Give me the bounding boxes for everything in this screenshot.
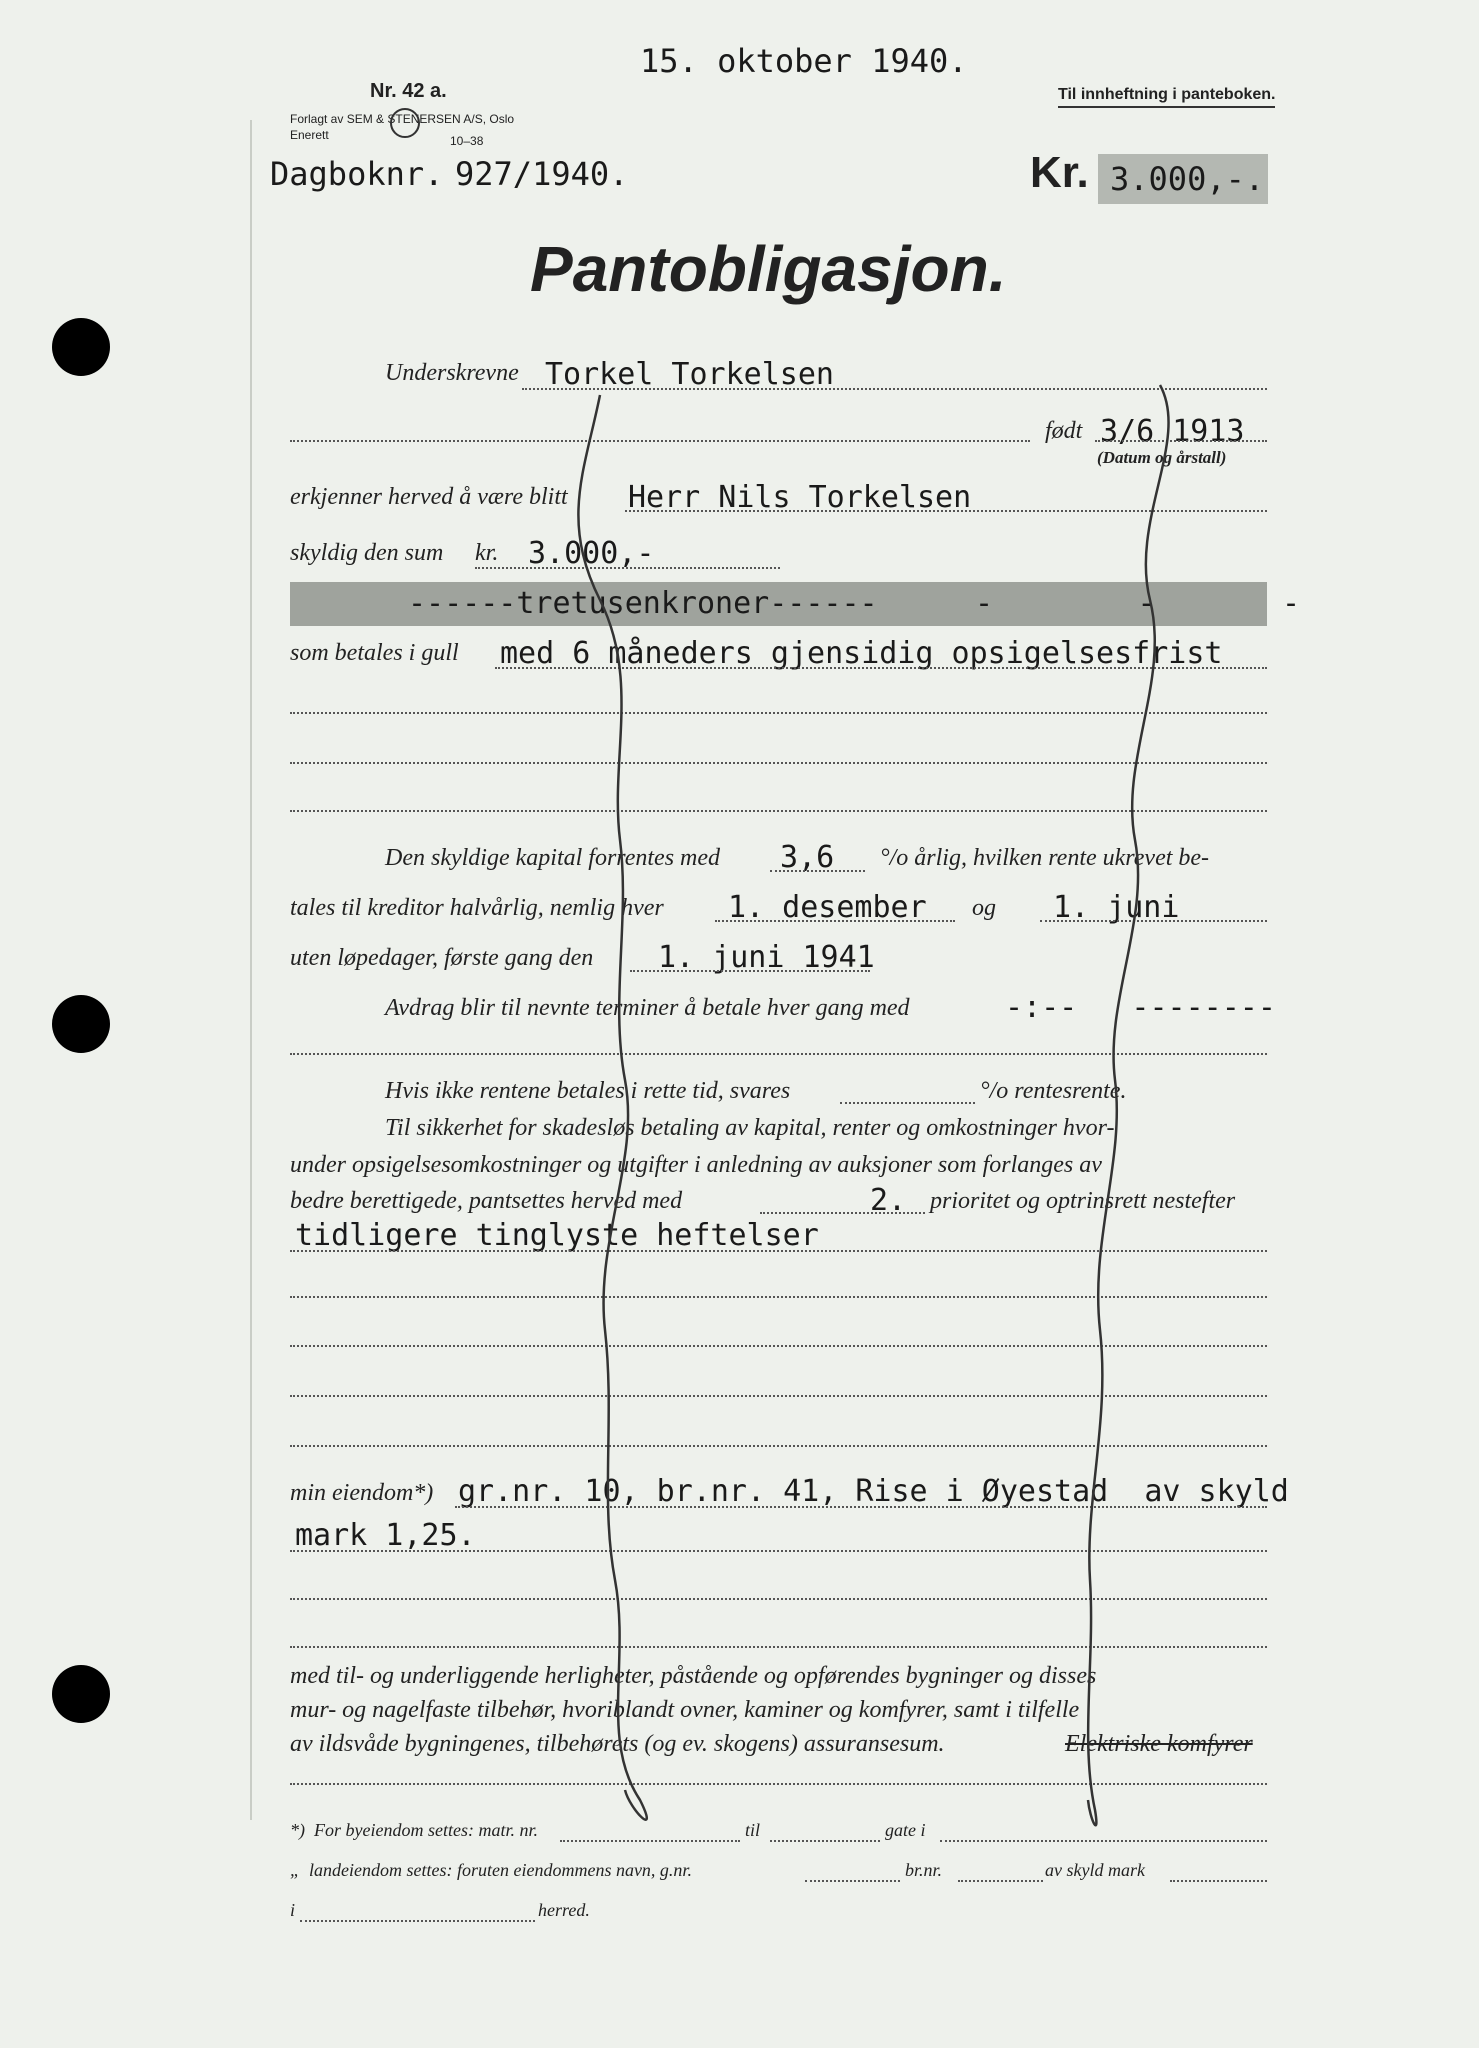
sum-line bbox=[475, 567, 780, 569]
born-line-right bbox=[1095, 440, 1267, 442]
sum-prefix: kr. bbox=[475, 540, 499, 566]
gold-label: som betales i gull bbox=[290, 640, 459, 666]
punch-hole-top bbox=[52, 318, 110, 376]
blank-line-2 bbox=[290, 762, 1267, 764]
footnote-1-line-c bbox=[940, 1840, 1267, 1842]
footnote-1c: gate i bbox=[885, 1820, 926, 1840]
property-line-1 bbox=[455, 1506, 1267, 1508]
security-text-2: under opsigelsesomkostninger og utgifter i anledning av auksjoner som forlanges av bbox=[290, 1152, 1102, 1178]
publisher-line: Forlagt av SEM & STENERSEN A/S, Oslo bbox=[290, 112, 515, 126]
appurtenance-text-2: mur- og nagelfaste tilbehør, hvoriblandt ovner, kaminer og komfyrer, samt i tilfelle bbox=[290, 1697, 1080, 1723]
footnote-3b: herred. bbox=[538, 1900, 590, 1920]
footnote-3a: i bbox=[290, 1900, 296, 1920]
blank-line-3 bbox=[290, 810, 1267, 812]
first-payment-line bbox=[630, 970, 870, 972]
blank-line-1 bbox=[290, 712, 1267, 714]
priority-value: 2. bbox=[870, 1183, 907, 1218]
publisher-code: 10–38 bbox=[450, 134, 484, 148]
payment-date-2: 1. juni bbox=[1053, 890, 1180, 925]
footnote-1-line-a bbox=[560, 1840, 740, 1842]
typed-date: 15. oktober 1940. bbox=[640, 42, 968, 80]
interest-text-1: Den skyldige kapital forrentes med bbox=[385, 845, 721, 871]
interest-rate-line bbox=[770, 870, 865, 872]
blank-line-11 bbox=[290, 1783, 1267, 1785]
blank-line-4 bbox=[290, 1053, 1267, 1055]
footnote-2a: „ landeiendom settes: foruten eiendommens navn, g.nr. bbox=[290, 1860, 692, 1880]
born-label: født bbox=[1045, 418, 1083, 444]
security-text-1: Til sikkerhet for skadesløs betaling av kapital, renter og omkostninger hvor- bbox=[385, 1115, 1115, 1141]
interest-and: og bbox=[972, 895, 996, 921]
publisher-logo-icon bbox=[390, 108, 420, 138]
blank-line-8 bbox=[290, 1445, 1267, 1447]
sum-words: ------tretusenkroner------ bbox=[408, 586, 878, 621]
born-hint: (Datum og årstall) bbox=[1097, 448, 1227, 467]
page-title: Pantobligasjon. bbox=[530, 233, 1007, 305]
property-value-1: gr.nr. 10, br.nr. 41, Rise i Øyestad av skyld bbox=[458, 1474, 1289, 1509]
form-number: Nr. 42 a. bbox=[370, 80, 447, 102]
gold-line bbox=[495, 667, 1267, 669]
gold-value: med 6 måneders gjensidig opsigelsesfrist bbox=[500, 636, 1223, 671]
blank-line-10 bbox=[290, 1646, 1267, 1648]
journal-number: 927/1940. bbox=[455, 155, 629, 193]
binding-note: Til innheftning i panteboken. bbox=[1058, 86, 1275, 108]
footnote-2c: av skyld mark bbox=[1045, 1860, 1145, 1880]
first-payment-value: 1. juni 1941 bbox=[658, 940, 875, 975]
late-interest-line bbox=[840, 1102, 975, 1104]
born-value: 3/6 1913 bbox=[1100, 414, 1245, 449]
appurtenance-text-1: med til- og underliggende herligheter, påstående og opførendes bygninger og disses bbox=[290, 1663, 1097, 1689]
footnote-1b: til bbox=[745, 1820, 761, 1840]
interest-rate: 3,6 bbox=[780, 840, 835, 875]
amount-label: Kr. bbox=[1030, 148, 1089, 197]
interest-text-3: tales til kreditor halvårlig, nemlig hver bbox=[290, 895, 664, 921]
born-line-left bbox=[290, 440, 1030, 442]
undersigned-label: Underskrevne bbox=[385, 360, 519, 386]
undersigned-name: Torkel Torkelsen bbox=[545, 357, 834, 392]
publisher-rights: Enerett bbox=[290, 128, 329, 142]
payment-date-1-line bbox=[715, 920, 955, 922]
security-text-3a: bedre berettigede, pantsettes herved med bbox=[290, 1188, 683, 1214]
journal-label: Dagboknr. bbox=[270, 155, 444, 193]
appurtenance-struck: Elektriske komfyrer bbox=[1065, 1731, 1253, 1757]
installment-value: -:-- -------- bbox=[1005, 990, 1276, 1025]
footnote-2-line-a bbox=[805, 1880, 900, 1882]
punch-hole-bottom bbox=[52, 1665, 110, 1723]
prior-line bbox=[290, 1250, 1267, 1252]
footnote-2-line-b bbox=[958, 1880, 1043, 1882]
punch-hole-middle bbox=[52, 995, 110, 1053]
footnote-2b: br.nr. bbox=[905, 1860, 943, 1880]
footnote-2-line-c bbox=[1170, 1880, 1267, 1882]
property-label: min eiendom*) bbox=[290, 1480, 434, 1506]
security-text-3b: prioritet og optrinsrett nestefter bbox=[930, 1188, 1236, 1214]
sum-value: 3.000,- bbox=[528, 536, 655, 571]
sum-label: skyldig den sum bbox=[290, 540, 444, 566]
footnote-1-line-b bbox=[770, 1840, 880, 1842]
late-interest-label: Hvis ikke rentene betales i rette tid, svares bbox=[385, 1078, 791, 1104]
footnote-1a: *) For byeiendom settes: matr. nr. bbox=[290, 1820, 538, 1840]
undersigned-line bbox=[522, 388, 1267, 390]
first-payment-label: uten løpedager, første gang den bbox=[290, 945, 594, 971]
creditor-line bbox=[625, 510, 1267, 512]
margin-rule bbox=[250, 120, 252, 1820]
property-line-2 bbox=[290, 1550, 1267, 1552]
blank-line-5 bbox=[290, 1296, 1267, 1298]
prior-encumbrances: tidligere tinglyste heftelser bbox=[295, 1218, 819, 1253]
interest-text-2: °/o årlig, hvilken rente ukrevet be- bbox=[880, 845, 1210, 871]
property-value-2: mark 1,25. bbox=[295, 1518, 476, 1553]
installment-label: Avdrag blir til nevnte terminer å betale hver gang med bbox=[385, 995, 910, 1021]
late-interest-suffix: °/o rentesrente. bbox=[980, 1078, 1127, 1104]
footnote-3-line bbox=[300, 1920, 535, 1922]
blank-line-9 bbox=[290, 1598, 1267, 1600]
sum-dashes: - - - bbox=[975, 586, 1301, 621]
payment-date-2-line bbox=[1040, 920, 1267, 922]
payment-date-1: 1. desember bbox=[728, 890, 927, 925]
acknowledge-label: erkjenner herved å være blitt bbox=[290, 484, 568, 510]
appurtenance-text-3: av ildsvåde bygningenes, tilbehørets (og ev. skogens) assuransesum. bbox=[290, 1731, 945, 1757]
blank-line-7 bbox=[290, 1395, 1267, 1397]
creditor-name: Herr Nils Torkelsen bbox=[628, 480, 972, 515]
priority-line bbox=[760, 1212, 925, 1214]
amount-value: 3.000,-. bbox=[1110, 160, 1265, 198]
blank-line-6 bbox=[290, 1345, 1267, 1347]
